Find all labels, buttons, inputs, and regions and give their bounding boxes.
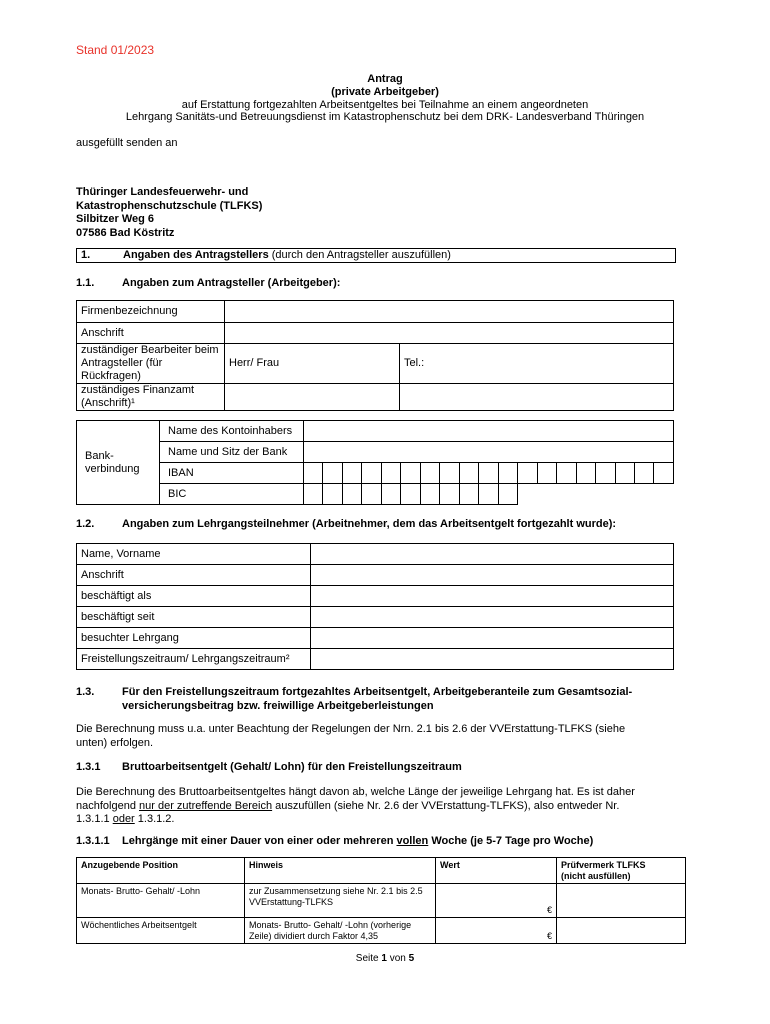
label-cell: zuständiger Bearbeiter beim Antragsteller (für Rückfragen) [77, 344, 225, 384]
iban-box[interactable] [537, 463, 556, 484]
label-cell: Anschrift [77, 323, 225, 344]
text-line: Die Berechnung muss u.a. unter Beachtung der Regelungen der Nrn. 2.1 bis 2.6 der VVErstattung-TLFKS (siehe [76, 723, 626, 735]
column-header: Prüfvermerk TLFKS (nicht ausfüllen) [557, 858, 686, 884]
iban-box[interactable] [576, 463, 595, 484]
section-title: Angaben zum Antragsteller (Arbeitgeber): [122, 277, 341, 289]
label-cell: Name, Vorname [77, 544, 311, 565]
iban-box[interactable] [420, 463, 439, 484]
section-note: (durch den Antragsteller auszufüllen) [271, 249, 451, 261]
page-footer: Seite 1 von 5 [355, 953, 415, 964]
calculation-table [76, 857, 686, 944]
bank-label: Bank- verbindung [77, 421, 160, 505]
period-input[interactable] [311, 649, 674, 670]
employer-table [76, 300, 674, 411]
section-title-cont: versicherungsbeitrag bzw. freiwillige Arbeitgeberleistungen [122, 700, 434, 712]
column-header: Anzugebende Position [77, 858, 245, 884]
label-cell: Name und Sitz der Bank [160, 442, 304, 463]
hint-cell: zur Zusammensetzung siehe Nr. 2.1 bis 2.5 VVErstattung-TLFKS [245, 884, 436, 918]
form-title: Antrag [367, 73, 403, 85]
label-cell: Firmenbezeichnung [77, 301, 225, 323]
bic-box[interactable] [440, 484, 459, 505]
section-number: 1.3.1 [76, 761, 101, 773]
iban-box[interactable] [615, 463, 634, 484]
finanzamt-input[interactable] [225, 384, 400, 411]
column-header: Hinweis [245, 858, 436, 884]
firma-input[interactable] [225, 301, 674, 323]
iban-box[interactable] [323, 463, 342, 484]
text-line: 1.3.1.1 oder 1.3.1.2. [76, 813, 175, 825]
iban-box[interactable] [634, 463, 653, 484]
recipient-address [76, 186, 262, 240]
participant-address-input[interactable] [311, 565, 674, 586]
value-input[interactable]: € [436, 918, 557, 944]
section-1-3-header [76, 685, 632, 713]
iban-box[interactable] [498, 463, 517, 484]
iban-box[interactable] [381, 463, 400, 484]
text-line: nachfolgend nur der zutreffende Bereich auszufüllen (siehe Nr. 2.6 der VVErstattung-TLFKS), also entweder Nr. [76, 799, 620, 812]
empty-cell [518, 484, 674, 505]
iban-box[interactable] [401, 463, 420, 484]
section-1-3-text [76, 723, 625, 750]
section-number: 1.2. [76, 518, 95, 530]
label-cell: beschäftigt als [77, 586, 311, 607]
iban-box[interactable] [596, 463, 615, 484]
text-line: unten) erfolgen. [76, 736, 154, 749]
iban-box[interactable] [342, 463, 361, 484]
course-input[interactable] [311, 628, 674, 649]
iban-box[interactable] [440, 463, 459, 484]
check-cell [557, 918, 686, 944]
bic-box[interactable] [304, 484, 323, 505]
page-total: 5 [408, 953, 415, 964]
iban-box[interactable] [304, 463, 323, 484]
form-subtitle: (private Arbeitgeber) [331, 86, 439, 98]
bic-box[interactable] [362, 484, 381, 505]
page-number: 1 [381, 953, 387, 964]
iban-box[interactable] [362, 463, 381, 484]
section-1-header [76, 248, 676, 263]
section-title: Angaben des Antragstellers [123, 249, 269, 261]
label-cell: beschäftigt seit [77, 607, 311, 628]
bic-box[interactable] [420, 484, 439, 505]
iban-box[interactable] [518, 463, 537, 484]
tel-input[interactable]: Tel.: [400, 344, 674, 384]
iban-box[interactable] [557, 463, 576, 484]
label-cell: Name des Kontoinhabers [160, 421, 304, 442]
iban-box[interactable] [479, 463, 498, 484]
finanzamt-input-2[interactable] [400, 384, 674, 411]
bic-box[interactable] [381, 484, 400, 505]
position-cell: Wöchentliches Arbeitsentgelt [77, 918, 245, 944]
label-cell: zuständiges Finanzamt (Anschrift)¹ [77, 384, 225, 411]
kontoinhaber-input[interactable] [304, 421, 674, 442]
name-input[interactable] [311, 544, 674, 565]
section-1-3-1-1-header: 1.3.1.1 Lehrgänge mit einer Dauer von einer oder mehreren vollen Woche (je 5-7 Tage pro Woche) [76, 835, 594, 847]
participant-table [76, 543, 674, 670]
section-title: Für den Freistellungszeitraum fortgezahltes Arbeitsentgelt, Arbeitgeberanteile zum Gesamtsozial- [122, 686, 633, 698]
send-to-label: ausgefüllt senden an [76, 137, 178, 149]
section-1-2-header [76, 518, 616, 530]
check-cell [557, 884, 686, 918]
section-1-3-1-text [76, 786, 635, 827]
stand-date: Stand 01/2023 [76, 43, 155, 57]
value-input[interactable]: € [436, 884, 557, 918]
bic-box[interactable] [323, 484, 342, 505]
section-number: 1.1. [76, 277, 95, 289]
bic-box[interactable] [498, 484, 517, 505]
column-header: Wert [436, 858, 557, 884]
employed-since-input[interactable] [311, 607, 674, 628]
section-number: 1. [81, 249, 91, 261]
bic-box[interactable] [459, 484, 478, 505]
label-cell: IBAN [160, 463, 304, 484]
label-cell: besuchter Lehrgang [77, 628, 311, 649]
section-number: 1.3.1.1 [76, 835, 110, 847]
label-cell: Anschrift [77, 565, 311, 586]
position-input[interactable] [311, 586, 674, 607]
address-line: Silbitzer Weg 6 [76, 213, 155, 225]
bank-sitz-input[interactable] [304, 442, 674, 463]
bic-box[interactable] [401, 484, 420, 505]
section-1-1-header [76, 277, 340, 289]
iban-box[interactable] [654, 463, 674, 484]
section-1-3-1-header [76, 761, 462, 773]
bic-box[interactable] [342, 484, 361, 505]
label-cell: Freistellungszeitraum/ Lehrgangszeitraum² [77, 649, 311, 670]
form-description-1: auf Erstattung fortgezahlten Arbeitsentgeltes bei Teilnahme an einem angeordneten [181, 99, 589, 111]
position-cell: Monats- Brutto- Gehalt/ -Lohn [77, 884, 245, 918]
bearbeiter-input[interactable]: Herr/ Frau [225, 344, 400, 384]
section-number: 1.3. [76, 686, 95, 698]
address-line: Thüringer Landesfeuerwehr- und [76, 186, 249, 198]
section-title: Bruttoarbeitsentgelt (Gehalt/ Lohn) für den Freistellungszeitraum [122, 761, 462, 773]
form-description-2: Lehrgang Sanitäts-und Betreuungsdienst im Katastrophenschutz bei dem DRK- Landesverband Thüringen [125, 111, 645, 123]
text-line: Die Berechnung des Bruttoarbeitsentgeltes hängt davon ab, welche Länge der jeweilige Lehrgang hat. Es ist daher [76, 786, 635, 798]
address-line: 07586 Bad Köstritz [76, 226, 175, 239]
section-title: Angaben zum Lehrgangsteilnehmer (Arbeitnehmer, dem das Arbeitsentgelt fortgezahlt wurde): [122, 518, 617, 530]
hint-cell: Monats- Brutto- Gehalt/ -Lohn (vorherige Zeile) dividiert durch Faktor 4,35 [245, 918, 436, 944]
bank-table [76, 420, 674, 505]
label-cell: BIC [160, 484, 304, 505]
address-line: Katastrophenschutzschule (TLFKS) [76, 199, 263, 212]
iban-box[interactable] [459, 463, 478, 484]
bic-box[interactable] [479, 484, 498, 505]
anschrift-input[interactable] [225, 323, 674, 344]
